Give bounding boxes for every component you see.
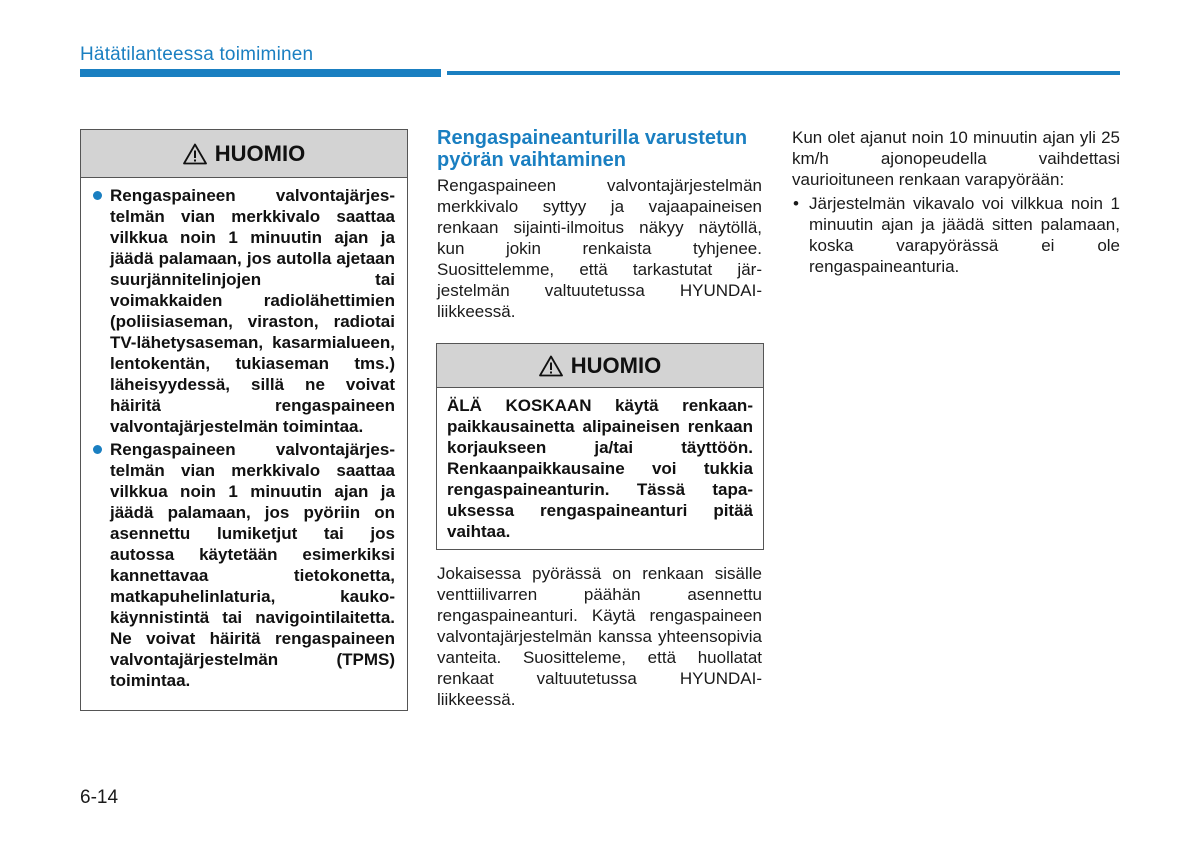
- page-number: 6-14: [80, 787, 119, 808]
- caution-bullet-text: Rengaspaineen valvontajärjestelmän vian merkkivalo saattaa vilkkua noin 1 minuutin ajan ja jäädä palamaan, jos autolla ajetaan suurjännitelinjojen tai voimakkaiden radiolähettimien (poliisiaseman, viraston, radiotai TV-lähetysaseman, kasarmialueen, lentokentän, tukiaseman tms.) läheisyydessä, sillä ne voivat häiritä rengaspaineen valvontajärjestelmän toimintaa.: [110, 186, 395, 436]
- middle-column-top: [437, 127, 762, 322]
- caution-title: HUOMIO: [214, 140, 306, 166]
- caution-bullet-item: [91, 185, 395, 437]
- caution-text: ÄLÄ KOSKAAN käytä renkaanpaikkausainetta alipaineisen renkaan korjaukseen ja/tai täyttöön. Renkaanpaikkausaine voi tukkia rengaspaineanturin. Tässä tapauksessa rengaspaineanturi pitää vaihtaa.: [447, 396, 753, 541]
- right-paragraph: Kun olet ajanut noin 10 minuutin ajan yli 25 km/h ajonopeudella vaihdettasi vaurioituneen renkaan varapyörään:: [792, 128, 1120, 189]
- warning-triangle-icon: [539, 355, 563, 377]
- header-rule-right: [447, 71, 1120, 75]
- warning-triangle-icon: [183, 143, 207, 165]
- header-rule-left: [80, 69, 441, 77]
- bullet-dot-icon: [93, 191, 102, 200]
- bullet-icon: •: [793, 194, 799, 213]
- running-header: Hätätilanteessa toimiminen: [80, 44, 314, 65]
- bullet-dot-icon: [93, 445, 102, 454]
- caution-header: [81, 130, 407, 178]
- list-item-text: Järjestelmän vikavalo voi vilkkua noin 1 minuutin ajan ja jäädä sitten palamaan, koska varapyörässä ei ole rengaspaineanturia.: [809, 194, 1120, 276]
- section-heading: Rengaspaineanturilla varustetun pyörän vaihtaminen: [437, 127, 748, 171]
- caution-body: [437, 388, 763, 542]
- caution-body: [81, 178, 407, 691]
- caution-bullet-item: [91, 439, 395, 691]
- middle-column-bottom: [437, 563, 762, 710]
- caution-title: HUOMIO: [570, 352, 662, 378]
- caution-header: [437, 344, 763, 388]
- right-column: [792, 127, 1120, 277]
- caution-box-middle: [436, 343, 764, 550]
- section-paragraph-2: Jokaisessa pyörässä on renkaan sisälle venttiilivarren päähän asennettu rengaspaineanturi. Käytä rengaspaineen valvontajärjestelmän kanssa yhteensopivia vanteita. Suositteleme, että huollatat renkaat valtuutetussa HYUNDAI-liikkeessä.: [437, 564, 762, 709]
- list-item: [792, 193, 1120, 277]
- section-paragraph-1: Rengaspaineen valvontajärjestelmän merkkivalo syttyy ja vajaapaineisen renkaan sijainti-ilmoitus näkyy näytöllä, kun jokin renkaista tyhjenee. Suosittelemme, että tarkastutat järjestelmän valtuutetussa HYUNDAI-liikkeessä.: [437, 176, 762, 321]
- caution-bullet-text: Rengaspaineen valvontajärjestelmän vian merkkivalo saattaa vilkkua noin 1 minuutin ajan ja jäädä palamaan, jos pyöriin on asennettu lumiketjut tai jos autossa käytetään esimerkiksi kannettavaa tietokonetta, matkapuhelinlaturia, kaukokäynnistintä tai navigointilaitetta. Ne voivat häiritä rengaspaineen valvontajärjestelmän (TPMS) toimintaa.: [110, 440, 395, 690]
- caution-box-left: [80, 129, 408, 711]
